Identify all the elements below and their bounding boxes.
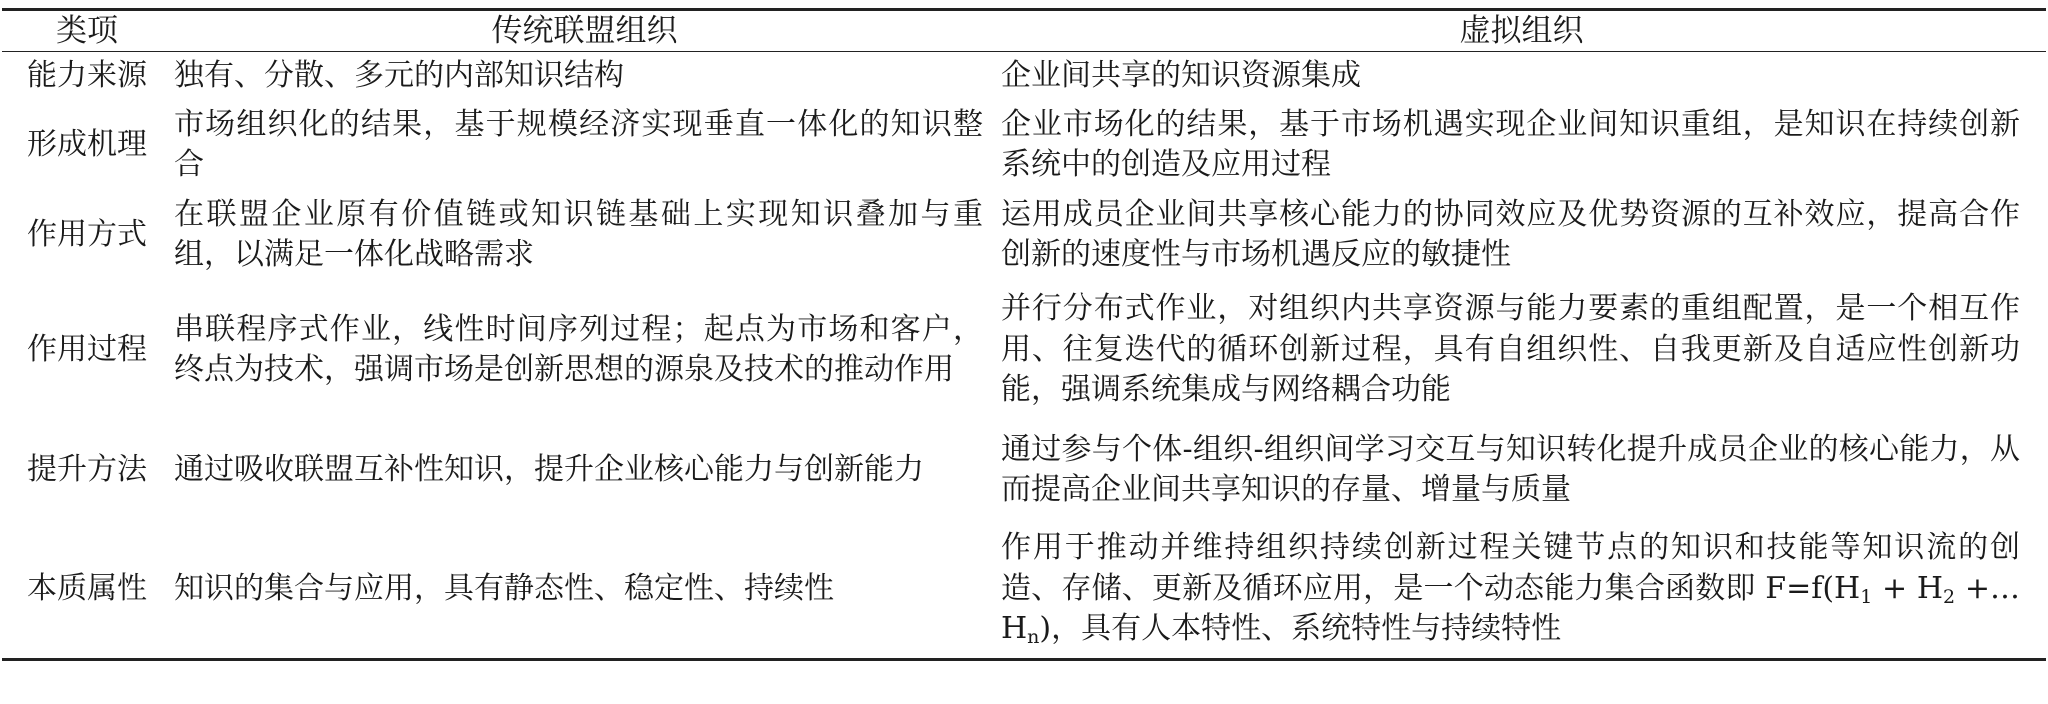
header-row: [2, 10, 2046, 52]
table-body: [2, 52, 2046, 660]
row-category: 形成机理: [27, 126, 147, 162]
formula-subscript-1: 1: [1860, 585, 1873, 608]
cell-traditional: 在联盟企业原有价值链或知识链基础上实现知识叠加与重组，以满足一体化战略需求: [174, 196, 983, 272]
cell-virtual: 企业市场化的结果，基于市场机遇实现企业间知识重组，是知识在持续创新系统中的创造及应用过程: [1001, 106, 2020, 182]
formula-text-mid2: +…H: [1001, 570, 2020, 647]
table-row: [2, 280, 2046, 420]
row-category: 作用方式: [27, 216, 147, 252]
header-category: 类项: [56, 13, 118, 49]
row-category: 能力来源: [27, 57, 147, 93]
table-row: [2, 100, 2046, 190]
table-row: [2, 520, 2046, 660]
formula-text-mid: + H: [1872, 570, 1944, 606]
row-category: 作用过程: [27, 331, 147, 367]
cell-virtual-formula: [997, 520, 2046, 660]
formula-text-post: )，具有人本特性、系统特性与持续特性: [1039, 611, 1562, 647]
formula-subscript-n: n: [1027, 626, 1040, 649]
formula-text-pre: 作用于推动并维持组织持续创新过程关键节点的知识和技能等知识流的创造、存储、更新及循环应用，是一个动态能力集合函数即 F=f(H: [1001, 530, 2020, 606]
cell-traditional: 知识的集合与应用，具有静态性、稳定性、持续性: [174, 570, 834, 606]
cell-traditional: 独有、分散、多元的内部知识结构: [174, 57, 624, 93]
cell-virtual: 通过参与个体-组织-组织间学习交互与知识转化提升成员企业的核心能力，从而提高企业间共享知识的存量、增量与质量: [1001, 431, 2020, 507]
formula-subscript-2: 2: [1943, 585, 1956, 608]
cell-virtual: 企业间共享的知识资源集成: [1001, 57, 1361, 93]
cell-traditional: 市场组织化的结果，基于规模经济实现垂直一体化的知识整合: [174, 106, 983, 182]
table-row: [2, 420, 2046, 520]
row-category: 提升方法: [27, 451, 147, 487]
header-traditional-alliance: 传统联盟组织: [491, 13, 678, 49]
header-virtual-organization: 虚拟组织: [1459, 13, 1584, 49]
row-category: 本质属性: [27, 570, 147, 606]
comparison-table-container: [2, 8, 2046, 661]
cell-traditional: 串联程序式作业，线性时间序列过程；起点为市场和客户，终点为技术，强调市场是创新思想的源泉及技术的推动作用: [174, 311, 983, 387]
table-row: [2, 52, 2046, 101]
comparison-table: [2, 8, 2046, 661]
cell-virtual: 运用成员企业间共享核心能力的协同效应及优势资源的互补效应，提高合作创新的速度性与市场机遇反应的敏捷性: [1001, 196, 2020, 272]
table-header: [2, 10, 2046, 52]
cell-virtual: 并行分布式作业，对组织内共享资源与能力要素的重组配置，是一个相互作用、往复迭代的循环创新过程，具有自组织性、自我更新及自适应性创新功能，强调系统集成与网络耦合功能: [1001, 291, 2020, 408]
cell-traditional: 通过吸收联盟互补性知识，提升企业核心能力与创新能力: [174, 451, 924, 487]
table-row: [2, 190, 2046, 280]
